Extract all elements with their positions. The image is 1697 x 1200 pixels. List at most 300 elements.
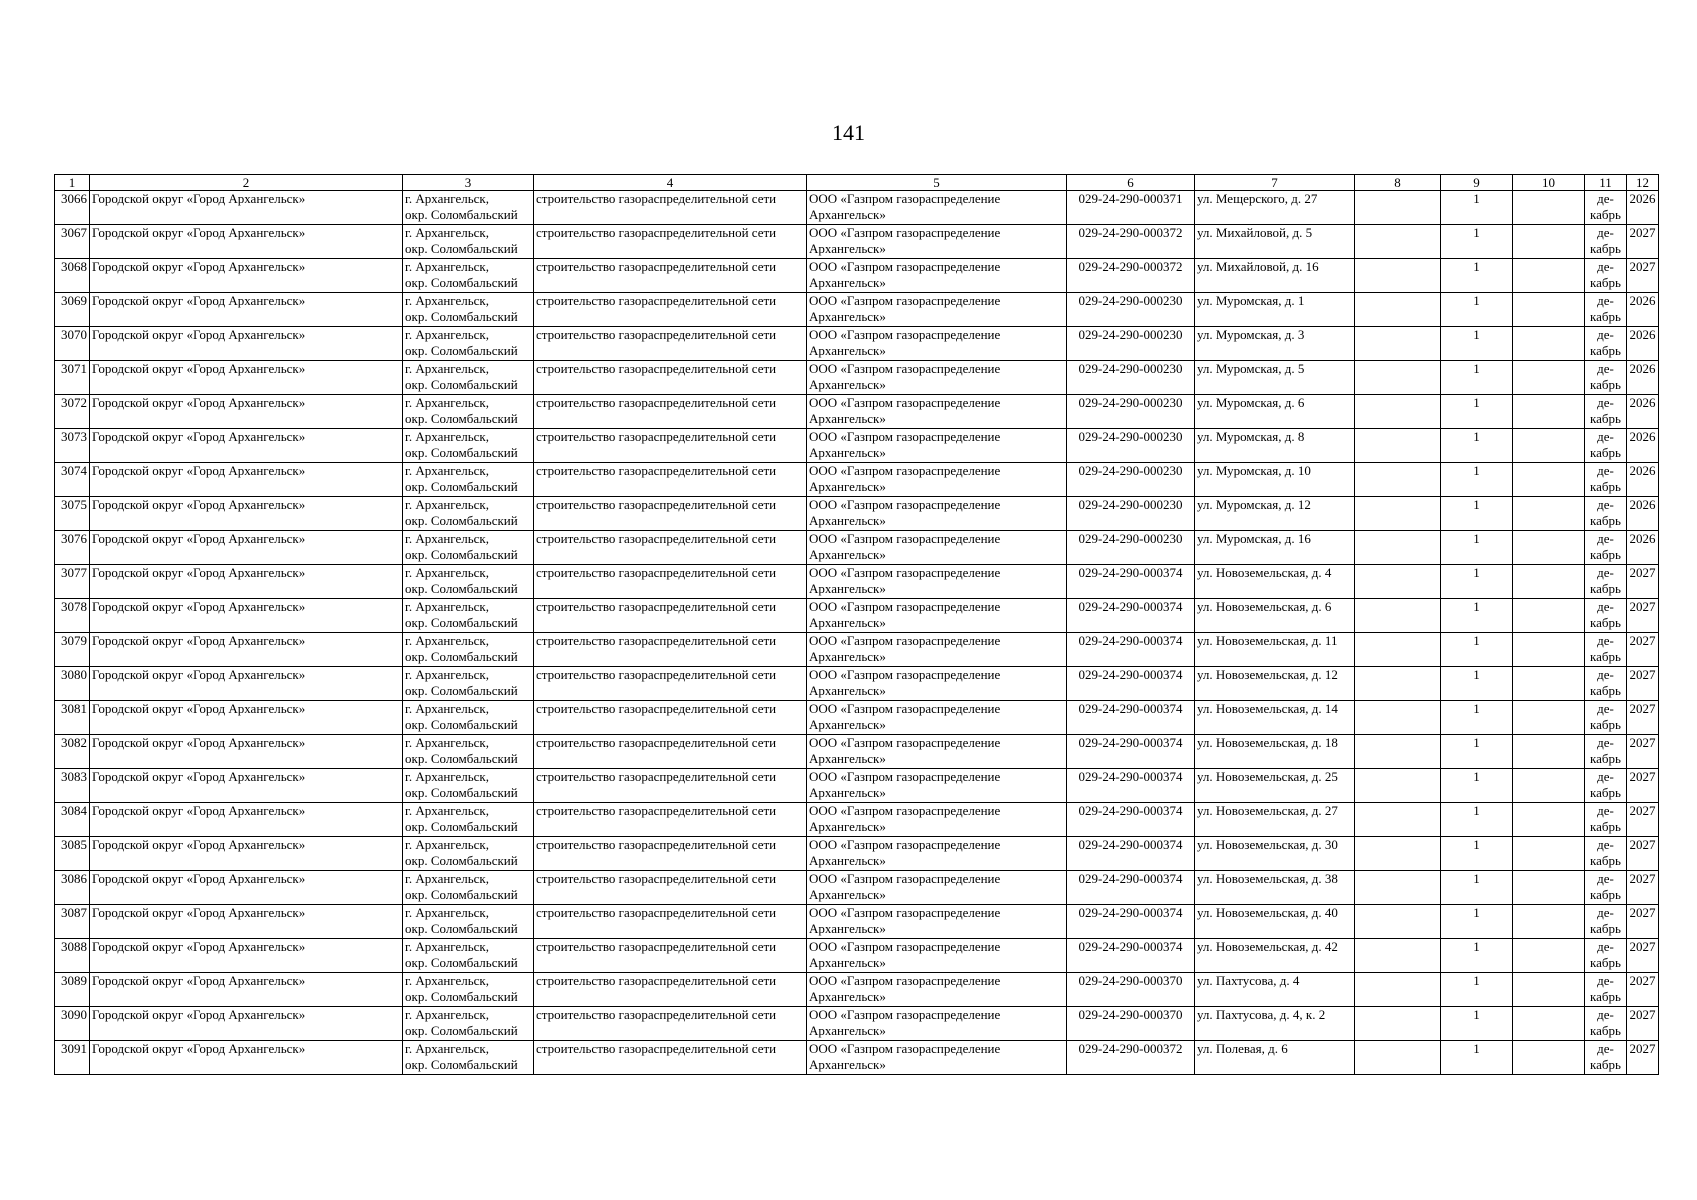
month-line-2: кабрь xyxy=(1590,989,1621,1004)
municipality-cell: Городской округ «Город Архангельск» xyxy=(92,837,306,852)
table-row xyxy=(55,701,1659,735)
month-line-1: де- xyxy=(1597,837,1614,852)
row-number: 3068 xyxy=(61,259,87,274)
organization-line-1: ООО «Газпром газораспределение xyxy=(809,225,1001,240)
address-cell: ул. Михайловой, д. 5 xyxy=(1197,225,1313,240)
month-line-1: де- xyxy=(1597,871,1614,886)
work-type-cell: строительство газораспределительной сети xyxy=(536,531,777,546)
object-code-cell: 029-24-290-000230 xyxy=(1078,531,1183,546)
locality-line-1: г. Архангельск, xyxy=(405,361,489,376)
locality-line-1: г. Архангельск, xyxy=(405,531,489,546)
organization-line-2: Архангельск» xyxy=(809,615,886,630)
organization-line-1: ООО «Газпром газораспределение xyxy=(809,701,1001,716)
work-type-cell: строительство газораспределительной сети xyxy=(536,803,777,818)
month-line-1: де- xyxy=(1597,939,1614,954)
municipality-cell: Городской округ «Город Архангельск» xyxy=(92,565,306,580)
work-type-cell: строительство газораспределительной сети xyxy=(536,667,777,682)
column-header: 7 xyxy=(1195,175,1355,191)
month-line-1: де- xyxy=(1597,667,1614,682)
column-header: 1 xyxy=(55,175,90,191)
object-code-cell: 029-24-290-000374 xyxy=(1078,633,1183,648)
address-cell: ул. Новоземельская, д. 42 xyxy=(1197,939,1338,954)
organization-line-1: ООО «Газпром газораспределение xyxy=(809,531,1001,546)
table-row xyxy=(55,395,1659,429)
municipality-cell: Городской округ «Город Архангельск» xyxy=(92,327,306,342)
object-code-cell: 029-24-290-000374 xyxy=(1078,667,1183,682)
locality-line-2: окр. Соломбальский xyxy=(405,887,518,902)
year-cell: 2026 xyxy=(1629,463,1656,478)
organization-line-1: ООО «Газпром газораспределение xyxy=(809,1041,1001,1056)
locality-line-2: окр. Соломбальский xyxy=(405,377,518,392)
year-cell: 2027 xyxy=(1629,837,1656,852)
address-cell: ул. Муромская, д. 12 xyxy=(1197,497,1311,512)
locality-line-1: г. Архангельск, xyxy=(405,565,489,580)
organization-line-2: Архангельск» xyxy=(809,377,886,392)
year-cell: 2027 xyxy=(1629,1041,1656,1056)
row-number: 3072 xyxy=(61,395,87,410)
locality-line-2: окр. Соломбальский xyxy=(405,1023,518,1038)
table-row xyxy=(55,429,1659,463)
municipality-cell: Городской округ «Город Архангельск» xyxy=(92,429,306,444)
work-type-cell: строительство газораспределительной сети xyxy=(536,905,777,920)
locality-line-2: окр. Соломбальский xyxy=(405,683,518,698)
locality-line-2: окр. Соломбальский xyxy=(405,513,518,528)
locality-line-1: г. Архангельск, xyxy=(405,1007,489,1022)
table-row xyxy=(55,633,1659,667)
work-type-cell: строительство газораспределительной сети xyxy=(536,395,777,410)
organization-line-1: ООО «Газпром газораспределение xyxy=(809,1007,1001,1022)
municipality-cell: Городской округ «Город Архангельск» xyxy=(92,293,306,308)
address-cell: ул. Новоземельская, д. 38 xyxy=(1197,871,1338,886)
municipality-cell: Городской округ «Город Архангельск» xyxy=(92,225,306,240)
organization-line-1: ООО «Газпром газораспределение xyxy=(809,565,1001,580)
locality-line-2: окр. Соломбальский xyxy=(405,309,518,324)
year-cell: 2027 xyxy=(1629,1007,1656,1022)
quantity-cell: 1 xyxy=(1473,259,1480,274)
row-number: 3074 xyxy=(61,463,87,478)
year-cell: 2027 xyxy=(1629,769,1656,784)
month-line-2: кабрь xyxy=(1590,1057,1621,1072)
row-number: 3089 xyxy=(61,973,87,988)
municipality-cell: Городской округ «Город Архангельск» xyxy=(92,803,306,818)
year-cell: 2027 xyxy=(1629,735,1656,750)
organization-line-1: ООО «Газпром газораспределение xyxy=(809,769,1001,784)
month-line-1: де- xyxy=(1597,565,1614,580)
locality-line-2: окр. Соломбальский xyxy=(405,717,518,732)
organization-line-2: Архангельск» xyxy=(809,887,886,902)
month-line-2: кабрь xyxy=(1590,377,1621,392)
locality-line-1: г. Архангельск, xyxy=(405,497,489,512)
year-cell: 2027 xyxy=(1629,973,1656,988)
row-number: 3083 xyxy=(61,769,87,784)
address-cell: ул. Муромская, д. 5 xyxy=(1197,361,1305,376)
object-code-cell: 029-24-290-000374 xyxy=(1078,701,1183,716)
address-cell: ул. Муромская, д. 16 xyxy=(1197,531,1311,546)
work-type-cell: строительство газораспределительной сети xyxy=(536,361,777,376)
locality-line-1: г. Архангельск, xyxy=(405,769,489,784)
locality-line-2: окр. Соломбальский xyxy=(405,785,518,800)
object-code-cell: 029-24-290-000230 xyxy=(1078,429,1183,444)
year-cell: 2027 xyxy=(1629,803,1656,818)
row-number: 3071 xyxy=(61,361,87,376)
address-cell: ул. Новоземельская, д. 14 xyxy=(1197,701,1338,716)
locality-line-1: г. Архангельск, xyxy=(405,905,489,920)
address-cell: ул. Новоземельская, д. 11 xyxy=(1197,633,1338,648)
quantity-cell: 1 xyxy=(1473,735,1480,750)
month-line-1: де- xyxy=(1597,803,1614,818)
table-row xyxy=(55,327,1659,361)
column-header: 8 xyxy=(1355,175,1441,191)
municipality-cell: Городской округ «Город Архангельск» xyxy=(92,701,306,716)
row-number: 3075 xyxy=(61,497,87,512)
organization-line-1: ООО «Газпром газораспределение xyxy=(809,259,1001,274)
table-row xyxy=(55,259,1659,293)
organization-line-1: ООО «Газпром газораспределение xyxy=(809,803,1001,818)
locality-line-1: г. Архангельск, xyxy=(405,429,489,444)
organization-line-2: Архангельск» xyxy=(809,989,886,1004)
municipality-cell: Городской округ «Город Архангельск» xyxy=(92,735,306,750)
month-line-2: кабрь xyxy=(1590,207,1621,222)
month-line-1: де- xyxy=(1597,1041,1614,1056)
locality-line-1: г. Архангельск, xyxy=(405,599,489,614)
row-number: 3091 xyxy=(61,1041,87,1056)
month-line-2: кабрь xyxy=(1590,615,1621,630)
year-cell: 2026 xyxy=(1629,429,1656,444)
row-number: 3090 xyxy=(61,1007,87,1022)
quantity-cell: 1 xyxy=(1473,1041,1480,1056)
organization-line-2: Архангельск» xyxy=(809,581,886,596)
municipality-cell: Городской округ «Город Архангельск» xyxy=(92,667,306,682)
organization-line-1: ООО «Газпром газораспределение xyxy=(809,191,1001,206)
address-cell: ул. Мещерского, д. 27 xyxy=(1197,191,1318,206)
address-cell: ул. Муромская, д. 10 xyxy=(1197,463,1311,478)
municipality-cell: Городской округ «Город Архангельск» xyxy=(92,259,306,274)
organization-line-1: ООО «Газпром газораспределение xyxy=(809,463,1001,478)
locality-line-2: окр. Соломбальский xyxy=(405,445,518,460)
municipality-cell: Городской округ «Город Архангельск» xyxy=(92,769,306,784)
month-line-1: де- xyxy=(1597,769,1614,784)
year-cell: 2027 xyxy=(1629,599,1656,614)
address-cell: ул. Муромская, д. 3 xyxy=(1197,327,1305,342)
month-line-2: кабрь xyxy=(1590,853,1621,868)
object-code-cell: 029-24-290-000372 xyxy=(1078,259,1183,274)
locality-line-2: окр. Соломбальский xyxy=(405,819,518,834)
locality-line-2: окр. Соломбальский xyxy=(405,853,518,868)
object-code-cell: 029-24-290-000372 xyxy=(1078,225,1183,240)
object-code-cell: 029-24-290-000230 xyxy=(1078,395,1183,410)
quantity-cell: 1 xyxy=(1473,293,1480,308)
organization-line-2: Архангельск» xyxy=(809,785,886,800)
table-row xyxy=(55,225,1659,259)
month-line-2: кабрь xyxy=(1590,717,1621,732)
month-line-2: кабрь xyxy=(1590,479,1621,494)
year-cell: 2027 xyxy=(1629,701,1656,716)
organization-line-2: Архангельск» xyxy=(809,955,886,970)
address-cell: ул. Новоземельская, д. 6 xyxy=(1197,599,1332,614)
month-line-2: кабрь xyxy=(1590,819,1621,834)
object-code-cell: 029-24-290-000374 xyxy=(1078,837,1183,852)
organization-line-2: Архангельск» xyxy=(809,207,886,222)
municipality-cell: Городской округ «Город Архангельск» xyxy=(92,939,306,954)
work-type-cell: строительство газораспределительной сети xyxy=(536,429,777,444)
locality-line-2: окр. Соломбальский xyxy=(405,241,518,256)
address-cell: ул. Новоземельская, д. 30 xyxy=(1197,837,1338,852)
year-cell: 2026 xyxy=(1629,191,1656,206)
row-number: 3070 xyxy=(61,327,87,342)
row-number: 3088 xyxy=(61,939,87,954)
month-line-2: кабрь xyxy=(1590,683,1621,698)
year-cell: 2027 xyxy=(1629,871,1656,886)
object-code-cell: 029-24-290-000370 xyxy=(1078,1007,1183,1022)
month-line-1: де- xyxy=(1597,905,1614,920)
organization-line-2: Архангельск» xyxy=(809,343,886,358)
month-line-1: де- xyxy=(1597,1007,1614,1022)
year-cell: 2026 xyxy=(1629,361,1656,376)
municipality-cell: Городской округ «Город Архангельск» xyxy=(92,871,306,886)
quantity-cell: 1 xyxy=(1473,565,1480,580)
month-line-2: кабрь xyxy=(1590,309,1621,324)
month-line-1: де- xyxy=(1597,191,1614,206)
locality-line-2: окр. Соломбальский xyxy=(405,989,518,1004)
month-line-1: де- xyxy=(1597,361,1614,376)
row-number: 3087 xyxy=(61,905,87,920)
column-header: 11 xyxy=(1585,175,1627,191)
municipality-cell: Городской округ «Город Архангельск» xyxy=(92,1007,306,1022)
organization-line-1: ООО «Газпром газораспределение xyxy=(809,973,1001,988)
year-cell: 2026 xyxy=(1629,497,1656,512)
address-cell: ул. Новоземельская, д. 18 xyxy=(1197,735,1338,750)
organization-line-1: ООО «Газпром газораспределение xyxy=(809,735,1001,750)
organization-line-2: Архангельск» xyxy=(809,1023,886,1038)
organization-line-2: Архангельск» xyxy=(809,445,886,460)
quantity-cell: 1 xyxy=(1473,531,1480,546)
locality-line-1: г. Архангельск, xyxy=(405,701,489,716)
table-row xyxy=(55,667,1659,701)
organization-line-1: ООО «Газпром газораспределение xyxy=(809,667,1001,682)
row-number: 3077 xyxy=(61,565,87,580)
year-cell: 2027 xyxy=(1629,225,1656,240)
quantity-cell: 1 xyxy=(1473,327,1480,342)
year-cell: 2026 xyxy=(1629,327,1656,342)
organization-line-1: ООО «Газпром газораспределение xyxy=(809,599,1001,614)
locality-line-2: окр. Соломбальский xyxy=(405,411,518,426)
object-code-cell: 029-24-290-000230 xyxy=(1078,463,1183,478)
month-line-1: де- xyxy=(1597,225,1614,240)
locality-line-2: окр. Соломбальский xyxy=(405,581,518,596)
month-line-1: де- xyxy=(1597,633,1614,648)
table-row xyxy=(55,905,1659,939)
address-cell: ул. Муромская, д. 1 xyxy=(1197,293,1305,308)
locality-line-2: окр. Соломбальский xyxy=(405,921,518,936)
locality-line-1: г. Архангельск, xyxy=(405,735,489,750)
quantity-cell: 1 xyxy=(1473,463,1480,478)
month-line-2: кабрь xyxy=(1590,343,1621,358)
address-cell: ул. Новоземельская, д. 25 xyxy=(1197,769,1338,784)
object-code-cell: 029-24-290-000230 xyxy=(1078,361,1183,376)
object-code-cell: 029-24-290-000374 xyxy=(1078,871,1183,886)
quantity-cell: 1 xyxy=(1473,191,1480,206)
organization-line-1: ООО «Газпром газораспределение xyxy=(809,837,1001,852)
organization-line-2: Архангельск» xyxy=(809,921,886,936)
organization-line-2: Архангельск» xyxy=(809,411,886,426)
table-row xyxy=(55,939,1659,973)
organization-line-2: Архангельск» xyxy=(809,649,886,664)
month-line-2: кабрь xyxy=(1590,887,1621,902)
quantity-cell: 1 xyxy=(1473,837,1480,852)
locality-line-1: г. Архангельск, xyxy=(405,939,489,954)
address-cell: ул. Пахтусова, д. 4 xyxy=(1197,973,1300,988)
organization-line-2: Архангельск» xyxy=(809,1057,886,1072)
municipality-cell: Городской округ «Город Архангельск» xyxy=(92,395,306,410)
row-number: 3084 xyxy=(61,803,87,818)
work-type-cell: строительство газораспределительной сети xyxy=(536,225,777,240)
object-code-cell: 029-24-290-000230 xyxy=(1078,293,1183,308)
organization-line-2: Архангельск» xyxy=(809,819,886,834)
municipality-cell: Городской округ «Город Архангельск» xyxy=(92,463,306,478)
locality-line-2: окр. Соломбальский xyxy=(405,1057,518,1072)
quantity-cell: 1 xyxy=(1473,871,1480,886)
object-code-cell: 029-24-290-000374 xyxy=(1078,769,1183,784)
gasification-register-table xyxy=(54,174,1659,1075)
quantity-cell: 1 xyxy=(1473,1007,1480,1022)
work-type-cell: строительство газораспределительной сети xyxy=(536,837,777,852)
year-cell: 2026 xyxy=(1629,293,1656,308)
address-cell: ул. Пахтусова, д. 4, к. 2 xyxy=(1197,1007,1326,1022)
address-cell: ул. Новоземельская, д. 27 xyxy=(1197,803,1338,818)
organization-line-2: Архангельск» xyxy=(809,717,886,732)
quantity-cell: 1 xyxy=(1473,667,1480,682)
object-code-cell: 029-24-290-000371 xyxy=(1078,191,1183,206)
locality-line-1: г. Архангельск, xyxy=(405,259,489,274)
table-row xyxy=(55,871,1659,905)
month-line-2: кабрь xyxy=(1590,1023,1621,1038)
table-row xyxy=(55,803,1659,837)
table-body xyxy=(55,191,1659,1075)
locality-line-1: г. Архангельск, xyxy=(405,667,489,682)
column-header: 3 xyxy=(403,175,534,191)
year-cell: 2026 xyxy=(1629,395,1656,410)
month-line-1: де- xyxy=(1597,701,1614,716)
locality-line-2: окр. Соломбальский xyxy=(405,343,518,358)
month-line-2: кабрь xyxy=(1590,751,1621,766)
table-row xyxy=(55,735,1659,769)
address-cell: ул. Новоземельская, д. 4 xyxy=(1197,565,1332,580)
work-type-cell: строительство газораспределительной сети xyxy=(536,1007,777,1022)
work-type-cell: строительство газораспределительной сети xyxy=(536,939,777,954)
month-line-2: кабрь xyxy=(1590,785,1621,800)
organization-line-1: ООО «Газпром газораспределение xyxy=(809,293,1001,308)
quantity-cell: 1 xyxy=(1473,429,1480,444)
month-line-1: де- xyxy=(1597,599,1614,614)
month-line-2: кабрь xyxy=(1590,649,1621,664)
table-row xyxy=(55,599,1659,633)
object-code-cell: 029-24-290-000374 xyxy=(1078,905,1183,920)
organization-line-1: ООО «Газпром газораспределение xyxy=(809,327,1001,342)
month-line-1: де- xyxy=(1597,497,1614,512)
municipality-cell: Городской округ «Город Архангельск» xyxy=(92,599,306,614)
table-row xyxy=(55,361,1659,395)
quantity-cell: 1 xyxy=(1473,361,1480,376)
municipality-cell: Городской округ «Город Архангельск» xyxy=(92,973,306,988)
quantity-cell: 1 xyxy=(1473,803,1480,818)
row-number: 3085 xyxy=(61,837,87,852)
locality-line-2: окр. Соломбальский xyxy=(405,479,518,494)
address-cell: ул. Муромская, д. 6 xyxy=(1197,395,1305,410)
table-row xyxy=(55,769,1659,803)
object-code-cell: 029-24-290-000374 xyxy=(1078,803,1183,818)
row-number: 3082 xyxy=(61,735,87,750)
work-type-cell: строительство газораспределительной сети xyxy=(536,599,777,614)
organization-line-2: Архангельск» xyxy=(809,513,886,528)
month-line-1: де- xyxy=(1597,259,1614,274)
row-number: 3086 xyxy=(61,871,87,886)
organization-line-1: ООО «Газпром газораспределение xyxy=(809,395,1001,410)
organization-line-1: ООО «Газпром газораспределение xyxy=(809,361,1001,376)
organization-line-1: ООО «Газпром газораспределение xyxy=(809,497,1001,512)
column-header: 9 xyxy=(1441,175,1513,191)
work-type-cell: строительство газораспределительной сети xyxy=(536,871,777,886)
organization-line-1: ООО «Газпром газораспределение xyxy=(809,939,1001,954)
locality-line-2: окр. Соломбальский xyxy=(405,275,518,290)
row-number: 3081 xyxy=(61,701,87,716)
work-type-cell: строительство газораспределительной сети xyxy=(536,735,777,750)
year-cell: 2026 xyxy=(1629,531,1656,546)
work-type-cell: строительство газораспределительной сети xyxy=(536,293,777,308)
locality-line-2: окр. Соломбальский xyxy=(405,751,518,766)
organization-line-2: Архангельск» xyxy=(809,241,886,256)
month-line-1: де- xyxy=(1597,327,1614,342)
municipality-cell: Городской округ «Город Архангельск» xyxy=(92,531,306,546)
object-code-cell: 029-24-290-000372 xyxy=(1078,1041,1183,1056)
locality-line-1: г. Архангельск, xyxy=(405,191,489,206)
column-number-row xyxy=(55,175,1659,191)
month-line-2: кабрь xyxy=(1590,513,1621,528)
year-cell: 2027 xyxy=(1629,939,1656,954)
organization-line-1: ООО «Газпром газораспределение xyxy=(809,429,1001,444)
object-code-cell: 029-24-290-000230 xyxy=(1078,497,1183,512)
year-cell: 2027 xyxy=(1629,905,1656,920)
month-line-2: кабрь xyxy=(1590,581,1621,596)
address-cell: ул. Муромская, д. 8 xyxy=(1197,429,1305,444)
row-number: 3067 xyxy=(61,225,87,240)
organization-line-2: Архангельск» xyxy=(809,683,886,698)
locality-line-1: г. Архангельск, xyxy=(405,633,489,648)
month-line-1: де- xyxy=(1597,293,1614,308)
municipality-cell: Городской округ «Город Архангельск» xyxy=(92,361,306,376)
locality-line-1: г. Архангельск, xyxy=(405,803,489,818)
locality-line-2: окр. Соломбальский xyxy=(405,955,518,970)
locality-line-1: г. Архангельск, xyxy=(405,1041,489,1056)
work-type-cell: строительство газораспределительной сети xyxy=(536,973,777,988)
address-cell: ул. Новоземельская, д. 40 xyxy=(1197,905,1338,920)
quantity-cell: 1 xyxy=(1473,395,1480,410)
row-number: 3073 xyxy=(61,429,87,444)
work-type-cell: строительство газораспределительной сети xyxy=(536,191,777,206)
quantity-cell: 1 xyxy=(1473,973,1480,988)
table-row xyxy=(55,1041,1659,1075)
year-cell: 2027 xyxy=(1629,633,1656,648)
year-cell: 2027 xyxy=(1629,565,1656,580)
quantity-cell: 1 xyxy=(1473,939,1480,954)
organization-line-2: Архангельск» xyxy=(809,751,886,766)
municipality-cell: Городской округ «Город Архангельск» xyxy=(92,905,306,920)
organization-line-1: ООО «Газпром газораспределение xyxy=(809,871,1001,886)
organization-line-2: Архангельск» xyxy=(809,275,886,290)
quantity-cell: 1 xyxy=(1473,599,1480,614)
organization-line-1: ООО «Газпром газораспределение xyxy=(809,905,1001,920)
table-row xyxy=(55,293,1659,327)
organization-line-1: ООО «Газпром газораспределение xyxy=(809,633,1001,648)
